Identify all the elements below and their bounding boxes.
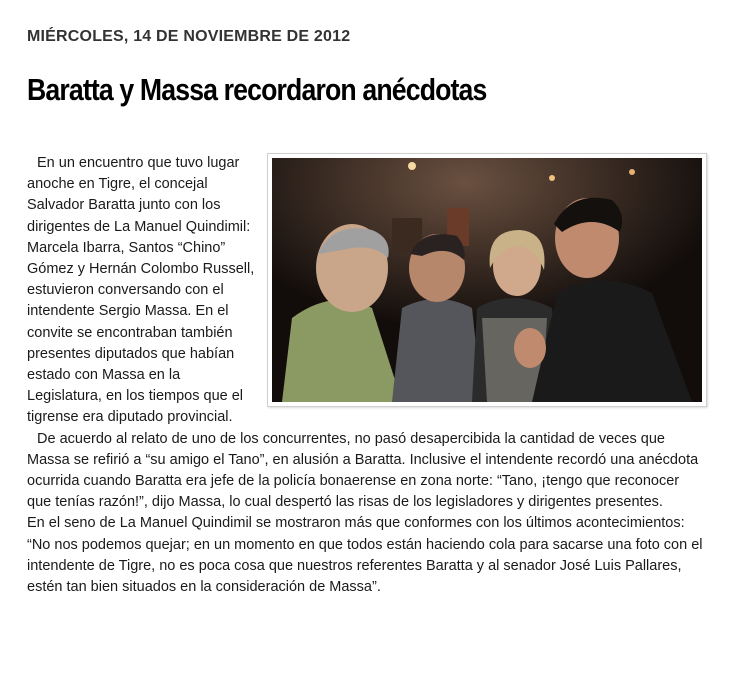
article-paragraph: En el seno de La Manuel Quindimil se mostraron más que conformes con los últimos acontecimientos: “No nos podemos quejar; en un momento en que todos están haciendo cola para sacarse una foto con el intendente de Tigre, no es poca cosa que nuestros referentes Baratta y al senador José Luis Pallares, estén tan bien situados en la consideración de Massa”. — [27, 515, 703, 596]
photo-image — [272, 158, 702, 402]
article-body — [27, 153, 707, 598]
article-paragraph: En un encuentro que tuvo lugar anoche en Tigre, el concejal Salvador Baratta junto con los dirigentes de La Manuel Quindimil: Marcela Ibarra, Santos “Chino” Gómez y Hernán Colombo Russell, estuvieron conversando con el intendente Sergio Massa. En el convite se encontraban también presentes diputados que habían estado con Massa en la Legislatura, en los tiempos que el tigrense era diputado provincial. — [27, 155, 255, 426]
post-date: MIÉRCOLES, 14 DE NOVIEMBRE DE 2012 — [27, 28, 351, 45]
post-title[interactable]: Baratta y Massa recordaron anécdotas — [27, 72, 487, 107]
article-photo[interactable] — [267, 153, 707, 407]
article-paragraph: De acuerdo al relato de uno de los concurrentes, no pasó desapercibida la cantidad de veces que Massa se refirió a “su amigo el Tano”, en alusión a Baratta. Inclusive el intendente recordó una anécdota ocurrida cuando Baratta era jefe de la policía bonaerense en zona norte: “Tano, ¡tengo que reconocer que tenías razón!”, dijo Massa, lo cual despertó las risas de los legisladores y dirigentes presentes. — [27, 430, 699, 511]
